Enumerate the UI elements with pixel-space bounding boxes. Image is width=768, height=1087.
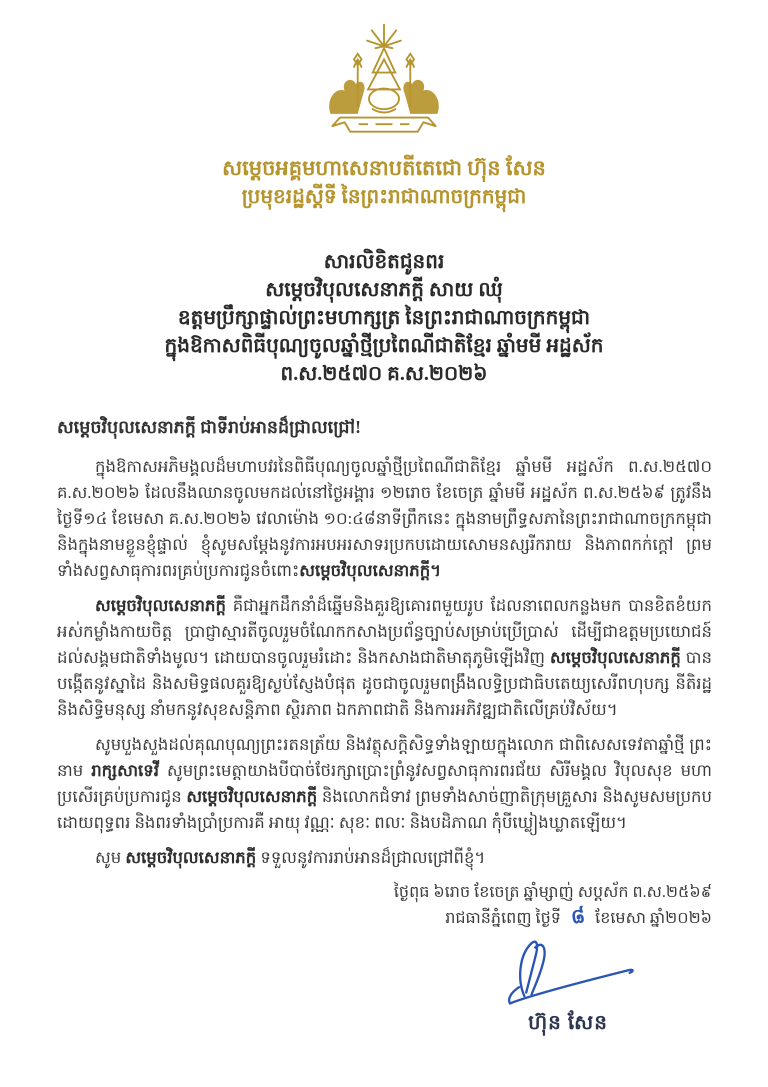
handwritten-day-number: ៨ <box>569 905 587 929</box>
paragraph-text: សូម <box>95 848 126 867</box>
letterhead-subtitle-line: ប្រមុខរដ្ឋស្តីទី នៃព្រះរាជាណាចក្រកម្ពុជា <box>241 186 527 208</box>
honorific-bold-text: សម្តេចវិបុលសេនាភក្តី <box>125 848 257 867</box>
paragraph-text: និងលោកជំទាវ ព្រមទាំងសាច់ញាតិក្រុមគ្រួសារ និងសូមសមប្រកបដោយពុទ្ធពរ និងពរទាំងប្រាំប្រការគឺ អាយុ វណ្ណៈ សុខៈ ពលៈ និងបដិភាណ កុំបីឃ្លៀងឃ្លាតឡើយ។ <box>57 787 713 832</box>
paragraph-text: បានបង្កើតនូវស្នាដៃ និងសមិទ្ធផលគួរឱ្យស្ងប់ស្ញែងបំផុត ដូចជាចូលរួមពង្រឹងលទ្ធិប្រជាធិបតេយ្យសេរីពហុបក្ស នីតិរដ្ឋ និងសិទ្ធិមនុស្ស នាំមកនូវសុខសន្តិភាព ស្ថិរភាព ឯកភាពជាតិ និងការអភិវឌ្ឍជាតិលើគ្រប់វិស័យ។ <box>57 648 712 719</box>
paragraph-text: ក្នុងឱកាសអភិមង្គលដ៏មហាបវរនៃពិធីបុណ្យចូលឆ្នាំថ្មីប្រពៃណីជាតិខ្មែរ ឆ្នាំមមី អដ្ឋស័ក ព.ស.២៥៧០ គ.ស.២០២៦ ដែលនឹងឈានចូលមកដល់នៅថ្ងៃអង្គារ ១២រោច ខែចេត្រ ឆ្នាំមមី អដ្ឋស័ក ព.ស.២៥៦៩ ត្រូវនឹងថ្ងៃទី១៤ ខែមេសា គ.ស.២០២៦ វេលាម៉ោង ១០:៤៨នាទីព្រឹកនេះ ក្នុងនាមព្រឹទ្ធសភានៃព្រះរាជាណាចក្រកម្ពុជា និងក្នុងនាមខ្លួនខ្ញុំផ្ទាល់ ខ្ញុំសូមសម្តែងនូវការអបអរសាទរប្រកបដោយសោមនស្សរីករាយ និងភាពកក់ក្តៅ ព្រមទាំងសព្វសាធុការពរគ្រប់ប្រការជូនចំពោះ <box>57 457 712 580</box>
honorific-bold-text: សម្តេចវិបុលសេនាភក្តី <box>549 648 681 667</box>
paragraph-text: គឺជាអ្នកដឹកនាំដ៏ឆ្នើមនិងគួរឱ្យគោរពមួយរូប ដែលនាពេលកន្លងមក បានខិតខំយកអស់កម្លាំងកាយចិត្ត ប្រាជ្ញាស្មារតីចូលរួមចំណែកកសាងប្រព័ន្ធច្បាប់សម្រាប់ប្រើប្រាស់ ដើម្បីជាឧត្តមប្រយោជន៍ដល់សង្គមជាតិទាំងមូល។ ដោយបានចូលរួមរំដោះ និងកសាងជាតិមាតុភូមិឡើងវិញ <box>57 596 712 667</box>
salutation: សម្តេចវិបុលសេនាភក្តី ជាទីរាប់អានដ៏ជ្រាលជ្រៅ! <box>57 417 361 437</box>
paragraph-text: សូមព្រះមេត្តាយាងបីបាច់ថែរក្សាប្រោះព្រំនូវសព្វសាធុការពរជ័យ សិរីមង្គល វិបុលសុខ មហាប្រសើរគ្រប់ប្រការជូន <box>57 761 712 806</box>
paragraph <box>57 593 712 723</box>
honorific-bold-text: សម្តេចវិបុលសេនាភក្តី <box>186 787 318 806</box>
date-line-prefix: រាជធានីភ្នំពេញ ថ្ងៃទី <box>445 910 561 927</box>
heading-line: សារលិខិតជូនពរ <box>323 251 445 273</box>
heading-line: ឧត្តមប្រឹក្សាផ្ទាល់ព្រះមហាក្សត្រ នៃព្រះរាជាណាចក្រកម្ពុជា <box>177 307 591 329</box>
closing-block <box>0 880 712 931</box>
date-line-gregorian <box>0 905 712 931</box>
paragraph <box>57 454 712 584</box>
letter-heading <box>0 248 768 388</box>
date-line-suffix: ខែមេសា ឆ្នាំ២០២៦ <box>595 910 712 927</box>
signature-block <box>448 935 688 1039</box>
heading-line: ព.ស.២៥៧០ គ.ស.២០២៦ <box>280 363 488 385</box>
honorific-bold-text: សម្តេចវិបុលសេនាភក្តី។ <box>299 561 442 580</box>
date-line-lunar: ថ្ងៃពុធ ៦រោច ខែចេត្រ ឆ្នាំម្សាញ់ សប្តស័ក ព.ស.២៥៦៩ <box>393 884 712 901</box>
heading-line: ក្នុងឱកាសពិធីបុណ្យចូលឆ្នាំថ្មីប្រពៃណីជាតិខ្មែរ ឆ្នាំមមី អដ្ឋស័ក <box>164 335 604 357</box>
heading-line: សម្តេចវិបុលសេនាភក្តី សាយ ឈុំ <box>265 279 503 301</box>
honorific-bold-text: រាក្សសាទេវី <box>91 761 159 780</box>
letterhead <box>0 153 768 212</box>
paragraph <box>57 845 712 871</box>
honorific-bold-text: សម្តេចវិបុលសេនាភក្តី <box>95 596 226 615</box>
signature-icon <box>476 935 661 1007</box>
letterhead-title-line: សម្តេចអគ្គមហាសេនាបតីតេជោ ហ៊ុន សែន <box>222 156 546 180</box>
letter-body <box>57 454 712 871</box>
paragraph-text: សូមបួងសួងដល់គុណបុណ្យព្រះរតនត្រ័យ និងវត្ថុសក្តិសិទ្ធទាំងឡាយក្នុងលោក ជាពិសេសទេវតាឆ្នាំថ្មី ព្រះនាម <box>57 735 712 780</box>
paragraph <box>57 732 712 836</box>
paragraph-text: ទទួលនូវការរាប់អានដ៏ជ្រាលជ្រៅពីខ្ញុំ។ <box>256 848 486 867</box>
signatory-name: ហ៊ុន សែន <box>528 1012 608 1034</box>
royal-arms-emblem-icon <box>309 20 459 147</box>
